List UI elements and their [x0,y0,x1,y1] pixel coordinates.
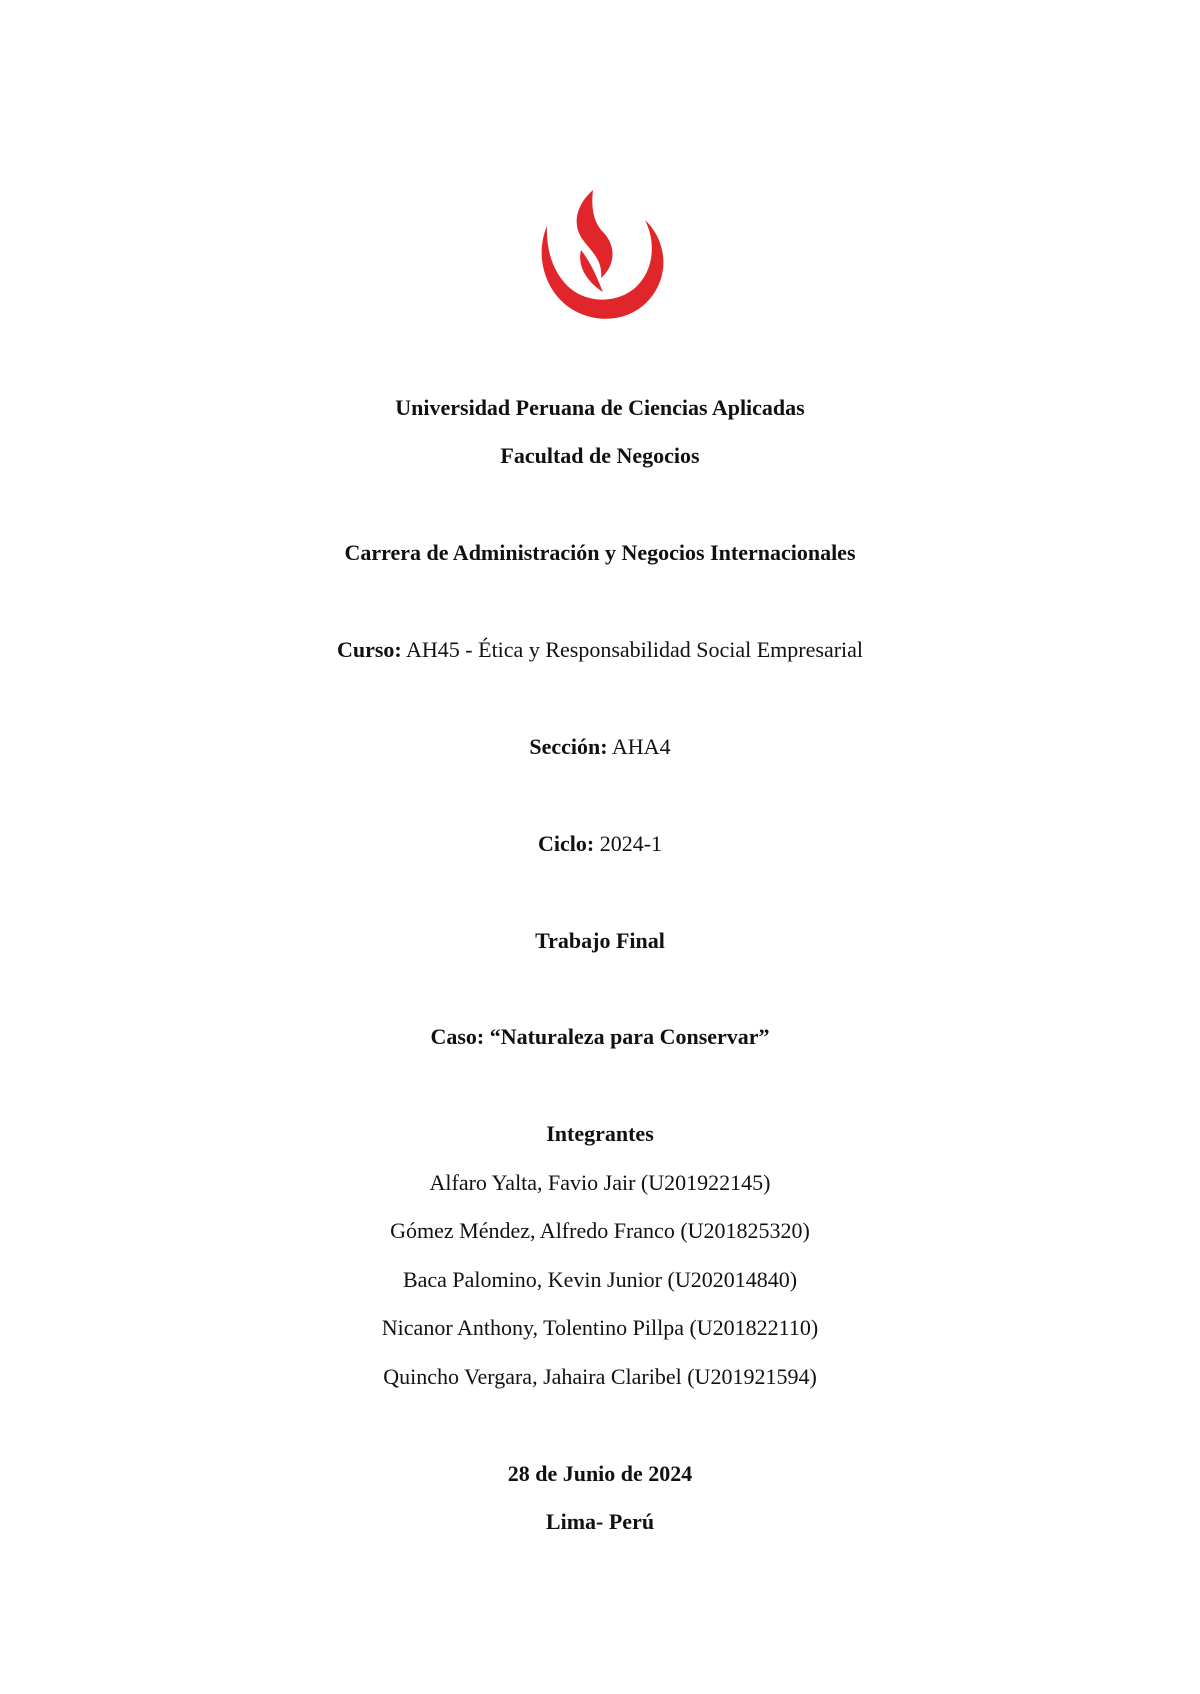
university-name: Universidad Peruana de Ciencias Aplicadas [395,395,805,420]
section-label: Sección: [529,734,608,759]
member-item: Gómez Méndez, Alfredo Franco (U201825320) [390,1218,810,1243]
member-item: Nicanor Anthony, Tolentino Pillpa (U201822110) [381,1315,819,1340]
cycle-value: 2024-1 [599,831,663,856]
course-line [0,635,1200,665]
date: 28 de Junio de 2024 [507,1461,693,1486]
section-value: AHA4 [611,734,671,759]
place: Lima- Perú [545,1509,655,1534]
member-item: Quincho Vergara, Jahaira Claribel (U201921594) [383,1364,817,1389]
section-line [0,732,1200,762]
career-name: Carrera de Administración y Negocios Internacionales [344,540,856,565]
course-label: Curso: [336,637,402,662]
members-heading: Integrantes [546,1121,654,1146]
faculty-name: Facultad de Negocios [500,443,700,468]
cycle-line [0,829,1200,859]
member-item: Baca Palomino, Kevin Junior (U202014840) [402,1267,798,1292]
member-item: Alfaro Yalta, Favio Jair (U201922145) [429,1170,771,1195]
cycle-label: Ciclo: [537,831,595,856]
work-title: Trabajo Final [535,928,665,953]
case-title: Caso: “Naturaleza para Conservar” [430,1024,770,1049]
upc-flame-logo-icon [533,188,667,322]
course-value: AH45 - Ética y Responsabilidad Social Empresarial [406,637,864,662]
